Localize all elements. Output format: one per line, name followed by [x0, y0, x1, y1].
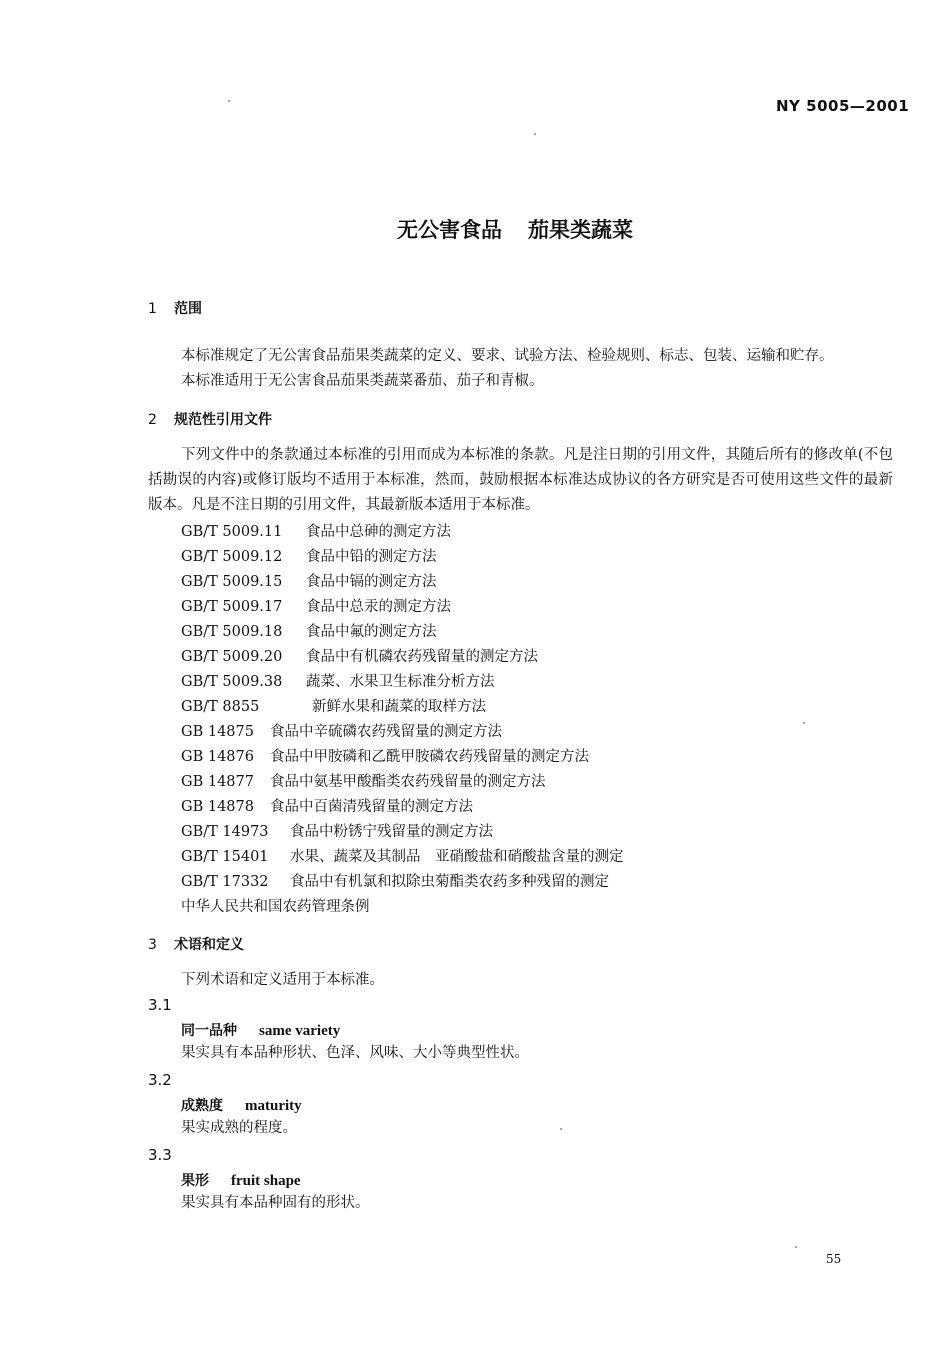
reference-title: 食品中总砷的测定方法	[306, 524, 451, 540]
standard-code: NY 5005—2001	[776, 97, 910, 115]
scope-paragraph: 本标准适用于无公害食品茄果类蔬菜番茄、茄子和青椒。	[181, 373, 544, 389]
reference-title: 食品中铅的测定方法	[306, 549, 437, 565]
scan-speck	[534, 133, 536, 135]
reference-item	[181, 770, 546, 791]
reference-code: GB/T 5009.20	[181, 649, 283, 665]
term-zh: 果形	[181, 1173, 209, 1189]
reference-code: GB/T 17332	[181, 874, 269, 890]
reference-title: 新鲜水果和蔬菜的取样方法	[312, 699, 486, 715]
term-definition: 果实成熟的程度。	[181, 1120, 297, 1136]
reference-item	[181, 595, 451, 616]
section-title: 范围	[174, 301, 202, 317]
reference-title: 食品中甲胺磷和乙酰甲胺磷农药残留量的测定方法	[270, 749, 589, 765]
reference-title: 食品中总汞的测定方法	[306, 599, 451, 615]
reference-title: 食品中有机磷农药残留量的测定方法	[306, 649, 538, 665]
references-intro: 下列文件中的条款通过本标准的引用而成为本标准的条款。凡是注日期的引用文件，其随后所有的修改单(不包括勘误的内容)或修订版均不适用于本标准，然而，鼓励根据本标准达成协议的各方研究是否可使用这些文件的最新版本。凡是不注日期的引用文件，其最新版本适用于本标准。	[148, 447, 893, 513]
reference-title: 食品中有机氯和拟除虫菊酯类农药多种残留的测定	[290, 874, 609, 890]
page-number: 55	[826, 1252, 842, 1266]
reference-code: GB/T 5009.18	[181, 624, 283, 640]
section-heading-terms	[148, 934, 244, 954]
reference-title: 食品中镉的测定方法	[306, 574, 437, 590]
section-title: 规范性引用文件	[174, 412, 272, 428]
term-heading	[181, 1170, 301, 1190]
term-number: 3.1	[148, 996, 172, 1014]
term-definition: 果实具有本品种固有的形状。	[181, 1195, 370, 1211]
reference-code: GB 14876	[181, 749, 254, 765]
reference-item	[181, 570, 437, 591]
reference-code: GB/T 14973	[181, 824, 269, 840]
reference-code: GB/T 5009.12	[181, 549, 283, 565]
term-number: 3.3	[148, 1146, 172, 1164]
reference-item	[181, 720, 502, 741]
section-number: 1	[148, 301, 157, 317]
reference-item	[181, 820, 493, 841]
reference-title: 食品中百菌清残留量的测定方法	[270, 799, 473, 815]
reference-item	[181, 870, 609, 891]
reference-code: GB 14877	[181, 774, 254, 790]
reference-code: GB/T 5009.17	[181, 599, 283, 615]
section-heading-scope	[148, 298, 202, 318]
reference-item	[181, 695, 486, 716]
reference-code: GB 14875	[181, 724, 254, 740]
reference-title: 食品中氟的测定方法	[306, 624, 437, 640]
scan-speck	[560, 1128, 562, 1130]
term-definition: 果实具有本品种形状、色泽、风味、大小等典型性状。	[181, 1045, 529, 1061]
term-heading	[181, 1095, 302, 1115]
reference-item	[181, 545, 437, 566]
term-heading	[181, 1020, 340, 1040]
reference-code: GB/T 8855	[181, 699, 260, 715]
regulation-item: 中华人民共和国农药管理条例	[181, 899, 370, 915]
title-part-2: 茄果类蔬菜	[528, 218, 633, 242]
reference-title: 食品中粉锈宁残留量的测定方法	[290, 824, 493, 840]
terms-intro: 下列术语和定义适用于本标准。	[181, 972, 384, 988]
scan-speck	[795, 1246, 797, 1248]
scan-speck	[803, 722, 805, 724]
section-number: 3	[148, 937, 157, 953]
reference-item	[181, 645, 538, 666]
section-title: 术语和定义	[174, 937, 244, 953]
document-title	[0, 214, 950, 244]
reference-item	[181, 745, 589, 766]
section-heading-references	[148, 409, 272, 429]
reference-code: GB/T 5009.15	[181, 574, 283, 590]
reference-code: GB/T 15401	[181, 849, 269, 865]
reference-item	[181, 520, 451, 541]
reference-title: 食品中辛硫磷农药残留量的测定方法	[270, 724, 502, 740]
section-number: 2	[148, 412, 157, 428]
term-en: fruit shape	[231, 1173, 301, 1189]
scope-paragraph: 本标准规定了无公害食品茄果类蔬菜的定义、要求、试验方法、检验规则、标志、包装、运输和贮存。	[181, 348, 834, 364]
scan-speck	[228, 100, 230, 102]
reference-code: GB/T 5009.38	[181, 674, 283, 690]
term-zh: 成熟度	[181, 1098, 223, 1114]
title-part-1: 无公害食品	[397, 218, 502, 242]
reference-item	[181, 620, 437, 641]
reference-item	[181, 670, 495, 691]
term-en: maturity	[245, 1098, 302, 1114]
reference-item	[181, 845, 624, 866]
term-number: 3.2	[148, 1071, 172, 1089]
reference-title: 食品中氨基甲酸酯类农药残留量的测定方法	[270, 774, 546, 790]
reference-item	[181, 795, 473, 816]
reference-title: 水果、蔬菜及其制品 亚硝酸盐和硝酸盐含量的测定	[290, 849, 624, 865]
term-en: same variety	[259, 1023, 341, 1039]
term-zh: 同一品种	[181, 1023, 237, 1039]
reference-title: 蔬菜、水果卫生标准分析方法	[306, 674, 495, 690]
reference-code: GB/T 5009.11	[181, 524, 283, 540]
reference-code: GB 14878	[181, 799, 254, 815]
